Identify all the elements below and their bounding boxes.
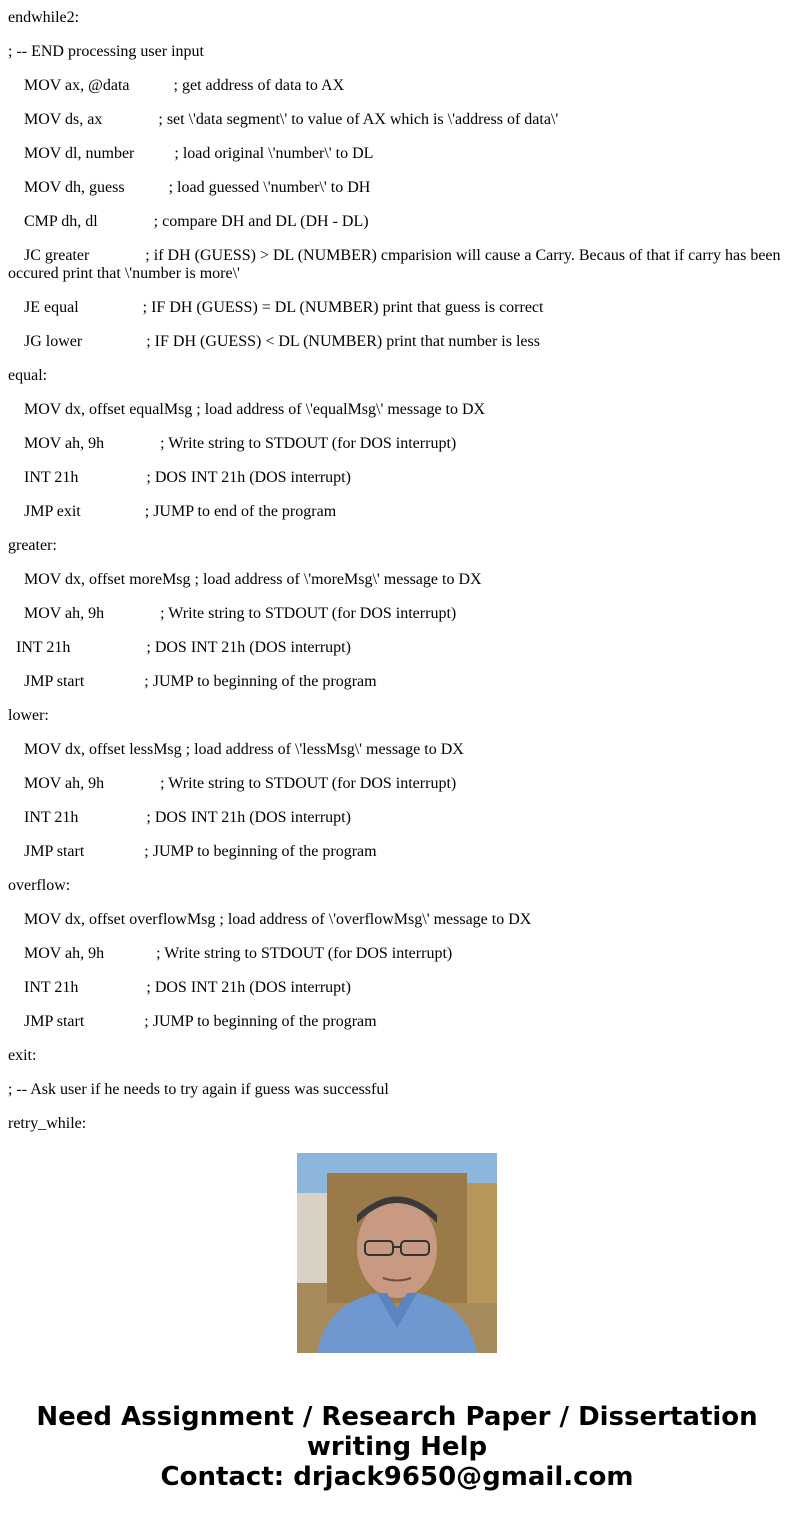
code-line: endwhile2:	[8, 9, 80, 26]
code-line: JMP start ; JUMP to beginning of the program	[8, 1013, 377, 1030]
code-line: equal:	[8, 367, 48, 384]
code-line: ; -- Ask user if he needs to try again if guess was successful	[8, 1081, 389, 1098]
code-line: exit:	[8, 1047, 37, 1064]
code-line: JC greater ; if DH (GUESS) > DL (NUMBER) cmparision will cause a Carry. Becaus of that if carry has been occured print that \'number is more\'	[8, 247, 785, 282]
author-avatar	[297, 1153, 497, 1353]
code-line: MOV ah, 9h ; Write string to STDOUT (for DOS interrupt)	[8, 435, 457, 452]
code-line: lower:	[8, 707, 49, 724]
code-line: MOV ah, 9h ; Write string to STDOUT (for DOS interrupt)	[8, 945, 453, 962]
code-line: JMP start ; JUMP to beginning of the program	[8, 673, 377, 690]
code-line: MOV ax, @data ; get address of data to AX	[8, 77, 345, 94]
code-line: JMP exit ; JUMP to end of the program	[8, 503, 337, 520]
code-line: overflow:	[8, 877, 71, 894]
code-line: MOV ds, ax ; set \'data segment\' to value of AX which is \'address of data\'	[8, 111, 559, 128]
promo-contact: Contact: drjack9650@gmail.com	[160, 1462, 634, 1492]
code-line: ; -- END processing user input	[8, 43, 204, 60]
code-line: MOV dx, offset lessMsg ; load address of \'lessMsg\' message to DX	[8, 741, 464, 758]
code-line: MOV ah, 9h ; Write string to STDOUT (for DOS interrupt)	[8, 605, 457, 622]
code-line: INT 21h ; DOS INT 21h (DOS interrupt)	[8, 809, 351, 826]
author-photo	[297, 1153, 497, 1353]
code-line: MOV dx, offset moreMsg ; load address of \'moreMsg\' message to DX	[8, 571, 482, 588]
promo-line-2: writing Help	[306, 1432, 488, 1462]
code-line: MOV dl, number ; load original \'number\' to DL	[8, 145, 374, 162]
promo-line-1: Need Assignment / Research Paper / Dissertation	[36, 1402, 758, 1432]
code-line: greater:	[8, 537, 57, 554]
code-line: MOV ah, 9h ; Write string to STDOUT (for DOS interrupt)	[8, 775, 457, 792]
code-line: JE equal ; IF DH (GUESS) = DL (NUMBER) print that guess is correct	[8, 299, 544, 316]
code-line: JMP start ; JUMP to beginning of the program	[8, 843, 377, 860]
code-line: MOV dh, guess ; load guessed \'number\' to DH	[8, 179, 371, 196]
code-line: JG lower ; IF DH (GUESS) < DL (NUMBER) print that number is less	[8, 333, 540, 350]
code-line: retry_while:	[8, 1115, 87, 1132]
code-line: CMP dh, dl ; compare DH and DL (DH - DL)	[8, 213, 369, 230]
code-line: MOV dx, offset overflowMsg ; load address of \'overflowMsg\' message to DX	[8, 911, 532, 928]
code-line: INT 21h ; DOS INT 21h (DOS interrupt)	[8, 979, 351, 996]
promo-text	[0, 1402, 794, 1492]
code-line: MOV dx, offset equalMsg ; load address of \'equalMsg\' message to DX	[8, 401, 486, 418]
code-line: INT 21h ; DOS INT 21h (DOS interrupt)	[8, 639, 351, 656]
code-line: INT 21h ; DOS INT 21h (DOS interrupt)	[8, 469, 351, 486]
